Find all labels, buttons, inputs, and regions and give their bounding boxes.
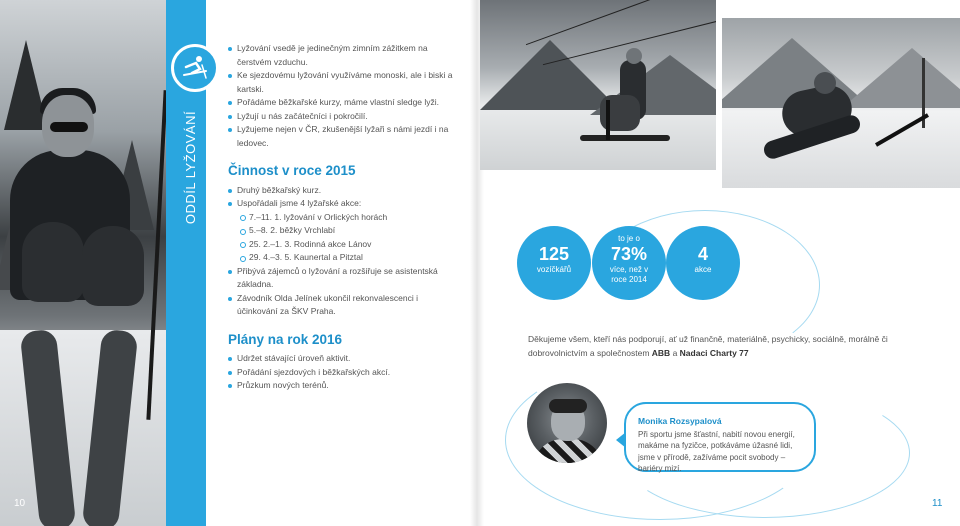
event-item: 5.–8. 2. běžky Vrchlabí [240,224,460,238]
event-item: 25. 2.–1. 3. Rodinná akce Lánov [240,238,460,252]
thanks-paragraph: Děkujeme všem, kteří nás podporují, ať už finančně, materiálně, psychicky, sociálně, morálně či dobrovolnictvím a společnostem ABB a Nadaci Charty 77 [528,334,888,358]
page-number-left: 10 [14,498,26,509]
list-item: Závodník Olda Jelínek ukončil rekonvalescenci i účinkování za ŠKV Praha. [228,292,460,319]
intro-list [228,42,460,150]
event-item: 7.–11. 1. lyžování v Orlických horách [240,211,460,225]
list-item: Lyžují u nás začátečníci i pokročilí. [228,110,460,124]
avatar [527,383,607,463]
list-item: Přibývá zájemců o lyžování a rozšiřuje se asistentská základna. [228,265,460,292]
stat-events: 4 akce [666,226,740,300]
photo-monoski-carving [722,18,960,188]
plans-heading: Plány na rok 2016 [228,331,343,347]
activity-list-more [228,265,460,319]
quote-text: Při sportu jsme šťastní, nabití novou energií, makáme na fyzičce, potkáváme úžasné lidi, jsme v přírodě, zažíváme pocit svobody – bariéry mizí. [638,429,795,473]
activity-heading: Činnost v roce 2015 [228,163,356,178]
list-item: Druhý běžkařský kurz. [228,184,460,198]
list-item: Lyžujeme nejen v ČR, zkušenější lyžaři s námi jezdí i na ledovec. [228,123,460,150]
page-number-right: 11 [932,498,943,509]
skier-icon [171,44,219,92]
text-column [228,42,460,393]
plans-list [228,352,460,393]
list-item: Uspořádali jsme 4 lyžařské akce: [228,197,460,211]
quote-box [624,402,816,472]
list-item: Pořádáme běžkařské kurzy, máme vlastní sledge lyži. [228,96,460,110]
photo-sit-skier-closeup [0,0,166,526]
photo-sledge-skier-with-instructor [480,0,716,170]
list-item: Pořádání sjezdových i běžkařských akcí. [228,366,460,380]
list-item: Lyžování vsedě je jedinečným zimním zážitkem na čerstvém vzduchu. [228,42,460,69]
event-item: 29. 4.–3. 5. Kaunertal a Pitztal [240,251,460,265]
list-item: Průzkum nových terénů. [228,379,460,393]
list-item: Ke sjezdovému lyžování využíváme monoski, ale i biski a kartski. [228,69,460,96]
list-item: Udržet stávající úroveň aktivit. [228,352,460,366]
sponsor-abb: ABB [651,348,671,358]
stat-growth-percent: to je o 73% více, než v roce 2014 [592,226,666,300]
section-title: ODDÍL LYŽOVÁNÍ [183,110,199,224]
events-list [240,211,460,265]
quote-author: Monika Rozsypalová [638,416,722,426]
activity-list [228,184,460,211]
stat-wheelchair-users: 125 vozíčkářů [517,226,591,300]
sponsor-charta77: Nadaci Charty 77 [679,348,749,358]
